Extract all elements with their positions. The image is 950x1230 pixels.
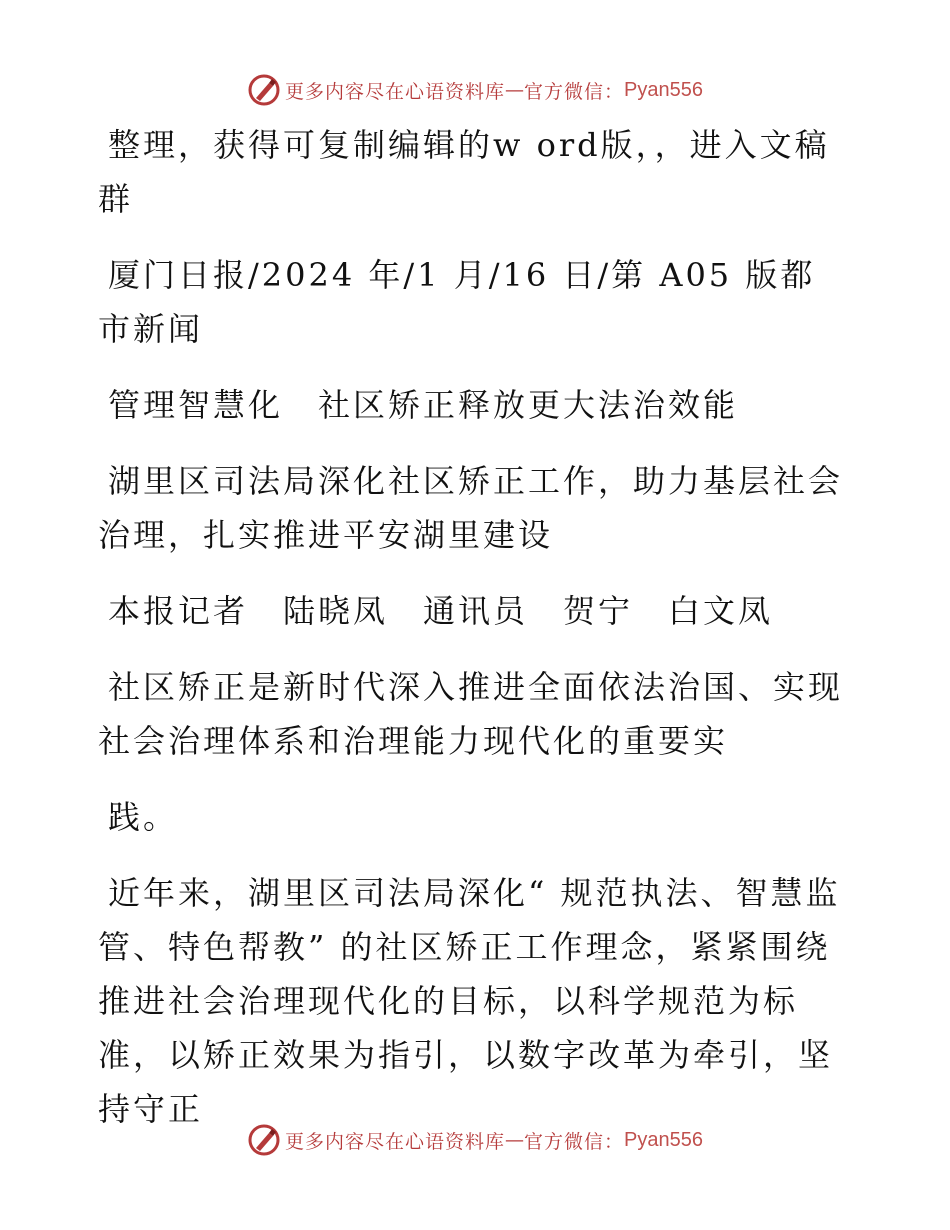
paragraph-intro: 整理，获得可复制编辑的w ord版，，进入文稿群 bbox=[98, 126, 830, 218]
article-subtitle: 湖里区司法局深化社区矫正工作，助力基层社会治理，扎实推进平安湖里建设 bbox=[98, 462, 844, 554]
banner-label: 官方微信： bbox=[524, 80, 625, 103]
article-title: 管理智慧化 社区矫正释放更大法治效能 bbox=[108, 386, 739, 424]
paragraph-body-2: 近年来，湖里区司法局深化“ 规范执法、智慧监管、特色帮教” 的社区矫正工作理念，紧紧围绕推进社会治理现代化的目标，以科学规范为标准，以矫正效果为指引，以数字改革为牵引，坚持守正 bbox=[98, 874, 841, 1128]
footer-banner bbox=[0, 1120, 950, 1160]
pen-logo-icon bbox=[247, 1123, 281, 1157]
document-body bbox=[98, 118, 850, 1158]
article-byline: 本报记者 陆晓凤 通讯员 贺宁 白文凤 bbox=[108, 592, 774, 630]
banner-wechat-id: Pyan556 bbox=[624, 1128, 703, 1151]
pen-logo-icon bbox=[247, 73, 281, 107]
banner-label: 官方微信： bbox=[524, 1130, 625, 1153]
paragraph-source: 厦门日报/2024 年/1 月/16 日/第 A05 版都市新闻 bbox=[98, 256, 816, 348]
banner-wechat-id: Pyan556 bbox=[624, 78, 703, 101]
banner-separator: — bbox=[505, 79, 525, 101]
banner-title: 更多内容尽在心语资料库 bbox=[285, 1130, 506, 1153]
banner-separator: — bbox=[505, 1129, 525, 1151]
paragraph-body-1: 社区矫正是新时代深入推进全面依法治国、实现社会治理体系和治理能力现代化的重要实 bbox=[98, 668, 844, 760]
header-banner bbox=[0, 70, 950, 110]
banner-title: 更多内容尽在心语资料库 bbox=[285, 80, 506, 103]
paragraph-body-1-cont: 践。 bbox=[108, 798, 179, 836]
